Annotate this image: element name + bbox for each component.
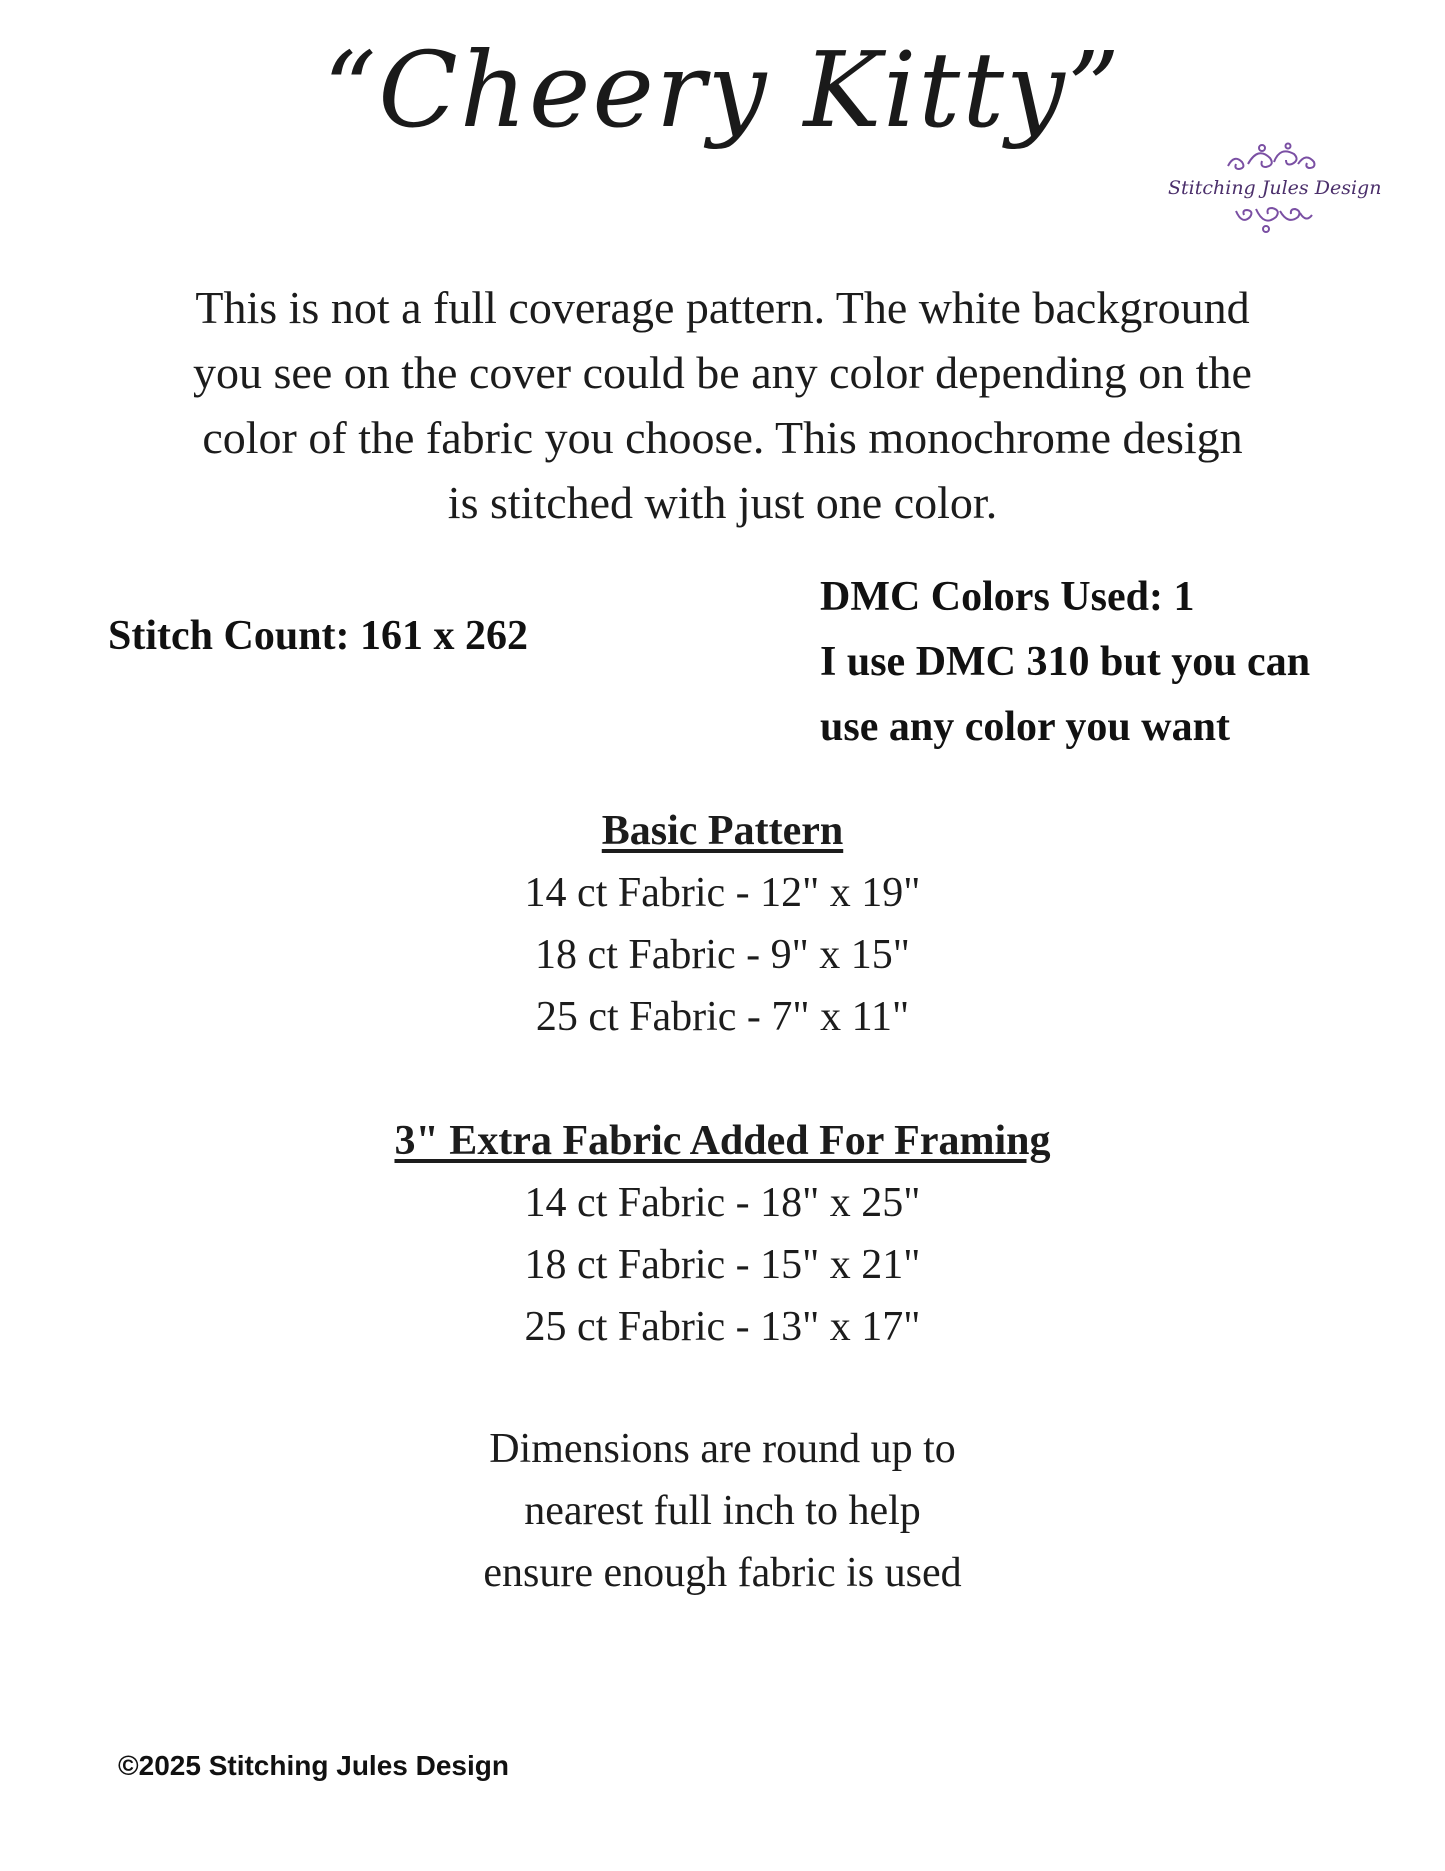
stitch-count: Stitch Count: 161 x 262	[108, 613, 529, 659]
copyright-footer: ©2025 Stitching Jules Design	[118, 1750, 509, 1781]
fabric-size-row: 18 ct Fabric - 15" x 21"	[524, 1242, 921, 1288]
intro-line: is stitched with just one color.	[447, 477, 998, 528]
logo-text: Stitching Jules Design	[1168, 177, 1382, 199]
extra-fabric-section	[0, 1110, 1445, 1358]
intro-paragraph	[130, 275, 1315, 535]
fabric-size-row: 25 ct Fabric - 7" x 11"	[535, 994, 910, 1040]
fabric-size-row: 18 ct Fabric - 9" x 15"	[535, 932, 910, 978]
fabric-size-row: 14 ct Fabric - 18" x 25"	[524, 1180, 921, 1226]
dmc-line: I use DMC 310 but you can	[820, 639, 1311, 685]
dmc-line: DMC Colors Used: 1	[820, 574, 1195, 620]
dimensions-note-line: ensure enough fabric is used	[483, 1550, 962, 1596]
dmc-colors-info	[820, 565, 1380, 760]
basic-pattern-heading: Basic Pattern	[601, 808, 844, 854]
page-title: “Cheery Kitty”	[323, 29, 1122, 151]
intro-line: you see on the cover could be any color depending on the	[193, 347, 1252, 398]
fabric-size-row: 14 ct Fabric - 12" x 19"	[524, 870, 921, 916]
dimensions-note-line: nearest full inch to help	[524, 1488, 921, 1534]
swirl-ornament-bottom-icon	[1228, 201, 1318, 235]
fabric-size-row: 25 ct Fabric - 13" x 17"	[524, 1304, 921, 1350]
dmc-line: use any color you want	[820, 704, 1230, 750]
swirl-ornament-top-icon	[1218, 140, 1328, 176]
dimensions-note-line: Dimensions are round up to	[489, 1426, 956, 1472]
extra-fabric-heading: 3" Extra Fabric Added For Framing	[394, 1118, 1051, 1164]
dimensions-note	[0, 1418, 1445, 1604]
intro-line: This is not a full coverage pattern. The white background	[195, 282, 1250, 333]
brand-logo	[1168, 140, 1382, 255]
basic-pattern-section	[0, 800, 1445, 1048]
intro-line: color of the fabric you choose. This monochrome design	[202, 412, 1243, 463]
